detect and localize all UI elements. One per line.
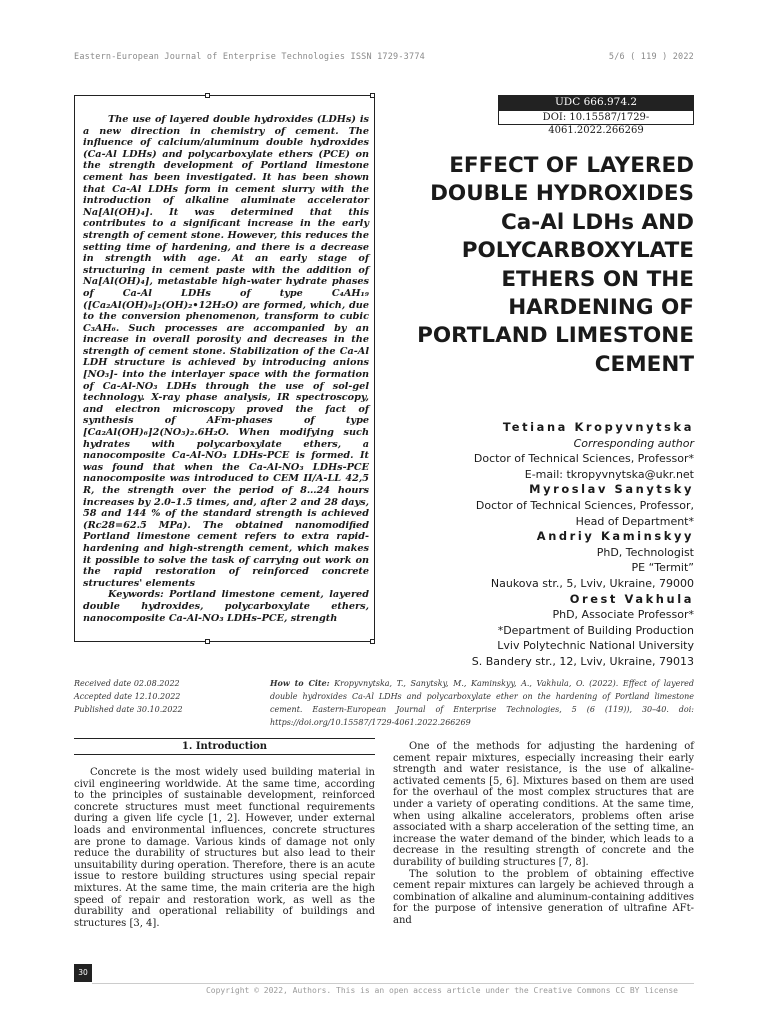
title-line: HARDENING OF <box>508 295 694 321</box>
copyright-footer: Copyright © 2022, Authors. This is an open access article under the Creative Commons CC BY license <box>205 986 678 995</box>
department: *Department of Building Production <box>497 623 694 637</box>
doi-link[interactable]: DOI: 10.15587/1729-4061.2022.266269 <box>498 110 694 125</box>
body-paragraph: One of the methods for adjusting the hardening of cement repair mixtures, especially increasing their early strength and water resistance, is the use of alkaline-activated cements [5, 6]. Mixtures based on them are used for the overhaul of the most complex structures that are under a variety of operating conditions. At the same time, when using alkaline accelerators, problems often arise associated with a sharp acceleration of the setting time, an increase the water demand of the binder, which leads to a decrease in the resulting strength of concrete and the durability of building structures [7, 8]. <box>393 741 694 868</box>
footer-divider <box>92 983 694 984</box>
received-date: Received date 02.08.2022 <box>74 679 180 688</box>
running-head <box>74 52 694 66</box>
author-name: Andriy Kaminskyy <box>536 529 694 544</box>
author-affiliation: PE “Termit” <box>631 561 694 575</box>
frame-marker <box>370 93 375 98</box>
how-to-cite <box>270 677 694 729</box>
abstract-box <box>74 95 375 642</box>
author-list <box>374 420 694 670</box>
accepted-date: Accepted date 12.10.2022 <box>74 692 181 701</box>
author-name: Tetiana Kropyvnytska <box>502 420 694 434</box>
paper-title <box>374 152 694 379</box>
abstract-body: The use of layered double hydroxides (LDHs) is a new direction in chemistry of cement. The influence of calcium/aluminum double hydroxides (Ca-Al LDHs) and polycarboxylate ethers (PCE) on the strength development of Portland limestone cement has been investigated. It has been shown that Ca-Al LDHs form in cement slurry with the introduction of alkaline aluminate accelerator Na[Al(OH)₄]. It was determined that this contributes to a significant increase in the early strength of cement stone. However, this reduces the setting time of hardening, and there is a decrease in strength with age. At an early stage of structuring in cement paste with the addition of Na[Al(OH)₄], metastable high-water hydrate phases of Ca-Al LDHs of type C₄AH₁₉ ([Ca₂Al(OH)₆]₂(OH)₂•12H₂O) are formed, which, due to the conversion phenomenon, transform to cubic C₃AH₆. Such processes are accompanied by an increase in overall porosity and decreases in the strength of cement stone. Stabilization of the Ca-Al LDH structure is achieved by introducing anions [NO₃]- into the interlayer space with the formation of Ca-Al-NO₃ LDHs through the use of sol-gel technology. X-ray phase analysis, IR spectroscopy, and electron microscopy proved the fact of synthesis of AFm-phases of type [Ca₂Al(OH)₆]2(NO₃)₂.6H₂O. When modifying such hydrates with polycarboxylate ethers, a nanocomposite Ca-Al-NO₃ LDHs-PCE is formed. It was found that when the Ca-Al-NO₃ LDHs-PCE nanocomposite was introduced to CEM II/A-LL 42,5 R, the strength over the period of 8…24 hours increases by 2.0–1.5 times, and, after 2 and 28 days, 58 and 144 % of the standard strength is achieved (Rc28=62.5 MPa). The obtained nanomodified Portland limestone cement refers to extra rapid-hardening and high-strength cement, which makes it possible to solve the task of carrying out work on the rapid restoration of reinforced concrete structures' elements <box>83 114 369 589</box>
author-affiliation: Doctor of Technical Sciences, Professor* <box>473 452 694 466</box>
author-address: Naukova str., 5, Lviv, Ukraine, 79000 <box>490 576 694 590</box>
body-paragraph: Concrete is the most widely used building material in civil engineering worldwide. At the same time, according to the principles of sustainable development, reinforced concrete structures must meet functional requirements during a given life cycle [1, 2]. However, under external loads and environmental influences, concrete structures are prone to damage. Various kinds of damage not only reduce the durability of structures but also lead to their unsuitability during operation. Therefore, there is an acute issue to restore building structures using special repair mixtures. At the same time, the main criteria are the high speed of repair and restoration work, as well as the durability and operational reliability of buildings and structures [3, 4]. <box>74 767 375 929</box>
body-column-right <box>393 741 694 927</box>
abstract <box>83 114 369 624</box>
title-line: CEMENT <box>594 351 694 377</box>
title-line: DOUBLE HYDROXIDES <box>430 181 694 207</box>
udc-label: UDC 666.974.2 <box>498 95 694 110</box>
author-affiliation: Doctor of Technical Sciences, Professor, <box>475 498 694 512</box>
author-email[interactable]: E-mail: tkropyvnytska@ukr.net <box>524 467 694 481</box>
abstract-keywords: Keywords: Portland limestone cement, layered double hydroxides, polycarboxylate ethers, nanocomposite Ca-Al-NO₃ LDHs–PCE, strength <box>83 589 369 624</box>
body-paragraph: The solution to the problem of obtaining effective cement repair mixtures can largely be achieved through a combination of alkaline and aluminum-containing additives for the purpose of intensive generation of ultrafine AFt- and <box>393 868 694 926</box>
cite-label: How to Cite: <box>270 678 330 688</box>
issue-number: 5/6 ( 119 ) 2022 <box>608 52 694 62</box>
author-address: S. Bandery str., 12, Lviv, Ukraine, 79013 <box>471 654 694 668</box>
university: Lviv Polytechnic National University <box>497 639 694 653</box>
section-heading: 1. Introduction <box>74 738 375 755</box>
frame-marker <box>205 93 210 98</box>
author-name: Orest Vakhula <box>569 591 694 606</box>
title-line: POLYCARBOXYLATE <box>461 238 694 264</box>
article-dates <box>74 677 214 716</box>
journal-name: Eastern-European Journal of Enterprise Technologies ISSN 1729-3774 <box>74 52 425 62</box>
author-role: Corresponding author <box>573 436 694 450</box>
title-line: Ca-Al LDHs AND <box>500 209 694 235</box>
title-line: PORTLAND LIMESTONE <box>417 323 694 349</box>
page-number: 30 <box>74 964 92 982</box>
body-column-left <box>74 738 375 929</box>
author-affiliation: PhD, Technologist <box>596 545 694 559</box>
published-date: Published date 30.10.2022 <box>74 705 183 714</box>
title-line: ETHERS ON THE <box>501 266 694 292</box>
frame-marker <box>205 639 210 644</box>
cite-text: Kropyvnytska, T., Sanytsky, M., Kaminskyy, A., Vakhula, O. (2022). Effect of layered double hydroxides Ca-Al LDHs and polycarboxylate ether on the hardening of Portland limestone cement. Eastern-European Journal of Enterprise Technologies, 5 (6 (119)), 30–40. doi: https://doi.org/10.15587/1729-4061.2022.266269 <box>270 679 694 727</box>
author-name: Myroslav Sanytsky <box>529 482 694 497</box>
title-line: EFFECT OF LAYERED <box>449 153 694 178</box>
author-affiliation: Head of Department* <box>575 514 694 528</box>
author-affiliation: PhD, Associate Professor* <box>552 608 694 622</box>
